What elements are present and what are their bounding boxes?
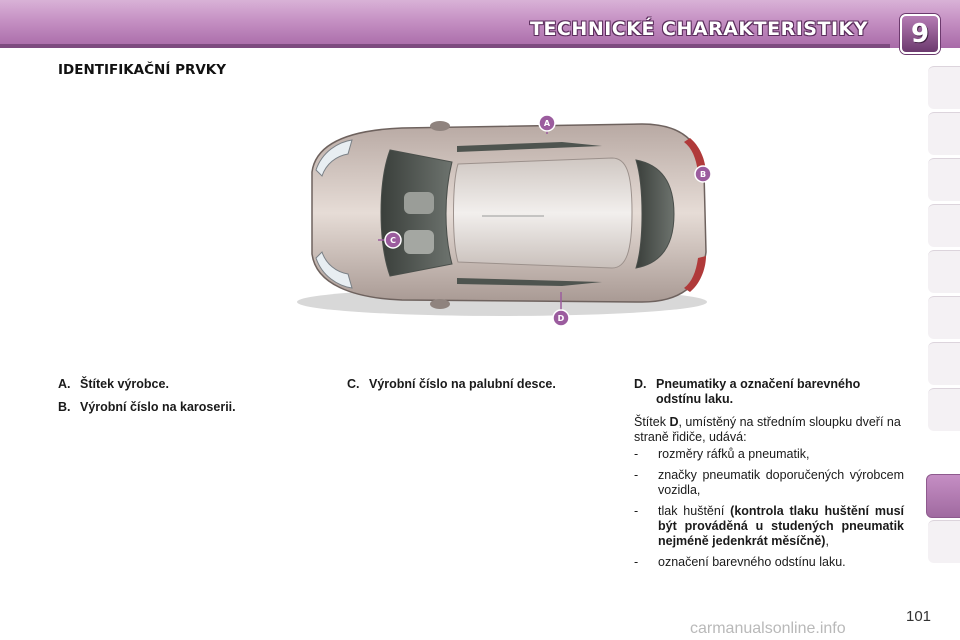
marker-c-label: C xyxy=(390,236,396,245)
chapter-tab-9-active[interactable] xyxy=(926,474,960,518)
pressure-suffix: , xyxy=(825,534,829,548)
label-d-suffix: , umístěný na středním sloupku dveří na straně řidiče, udává: xyxy=(634,415,901,444)
chapter-title: TECHNICKÉ CHARAKTERISTIKY xyxy=(530,18,868,40)
bullet-rims: rozměry ráfků a pneumatik, xyxy=(658,447,810,461)
item-b-text: Výrobní číslo na karoserii. xyxy=(80,400,236,414)
chapter-number-badge: 9 xyxy=(900,14,940,54)
chapter-tab-5[interactable] xyxy=(928,250,960,293)
item-a xyxy=(58,377,308,392)
watermark: carmanualsonline.info xyxy=(690,620,846,637)
chapter-tab-3[interactable] xyxy=(928,158,960,201)
mirror-top xyxy=(430,121,450,131)
item-d-letter: D. xyxy=(634,377,647,391)
bullet-dash: - xyxy=(634,468,639,482)
bullet-paint: označení barevného odstínu laku. xyxy=(658,555,846,569)
mirror-bottom xyxy=(430,299,450,309)
car-top-view-illustration xyxy=(282,112,722,337)
bullet-dash: - xyxy=(634,555,639,569)
list-item xyxy=(634,468,904,498)
item-d-text: Pneumatiky a označení barevného odstínu laku. xyxy=(656,377,861,406)
bullet-pressure xyxy=(658,504,904,549)
car-roof xyxy=(454,158,633,268)
bullet-brands: značky pneumatik doporučených výrobcem vozidla, xyxy=(658,468,904,497)
page-number: 101 xyxy=(906,608,932,625)
label-d-letter: D xyxy=(669,415,679,429)
front-seat-left xyxy=(404,192,434,214)
chapter-tabs xyxy=(928,66,960,574)
section-title: IDENTIFIKAČNÍ PRVKY xyxy=(58,62,227,78)
marker-b xyxy=(694,166,711,182)
front-seat-right xyxy=(404,230,434,254)
pressure-note: (kontrola tlaku huštění musí být prováděná u studených pneumatik nejméně jedenkrát měsíčně) xyxy=(658,504,905,548)
chapter-tab-4[interactable] xyxy=(928,204,960,247)
column-c xyxy=(347,377,617,400)
bullet-dash: - xyxy=(634,447,639,461)
item-b xyxy=(58,400,308,415)
chapter-tab-7[interactable] xyxy=(928,342,960,385)
list-item xyxy=(634,504,904,549)
chapter-tab-6[interactable] xyxy=(928,296,960,339)
label-d-prefix: Štítek xyxy=(634,415,670,429)
item-a-text: Štítek výrobce. xyxy=(80,377,169,391)
item-d xyxy=(634,377,904,407)
list-item xyxy=(634,447,904,462)
item-a-letter: A. xyxy=(58,377,71,391)
item-b-letter: B. xyxy=(58,400,71,414)
chapter-tab-2[interactable] xyxy=(928,112,960,155)
list-item xyxy=(634,555,904,570)
item-c-letter: C. xyxy=(347,377,360,391)
item-c-text: Výrobní číslo na palubní desce. xyxy=(369,377,556,391)
marker-a-label: A xyxy=(543,119,551,128)
bullet-dash: - xyxy=(634,504,639,518)
chapter-tab-8[interactable] xyxy=(928,388,960,431)
pressure-prefix: tlak huštění xyxy=(658,504,731,518)
column-ab xyxy=(58,377,308,423)
header-accent-line xyxy=(0,44,890,48)
car-diagram xyxy=(282,112,722,337)
chapter-tab-1[interactable] xyxy=(928,66,960,109)
column-d xyxy=(634,377,904,576)
chapter-tab-10[interactable] xyxy=(928,520,960,563)
marker-b-label: B xyxy=(699,170,707,179)
item-c xyxy=(347,377,617,392)
label-d-description xyxy=(634,415,904,445)
marker-d-label: D xyxy=(557,314,565,323)
